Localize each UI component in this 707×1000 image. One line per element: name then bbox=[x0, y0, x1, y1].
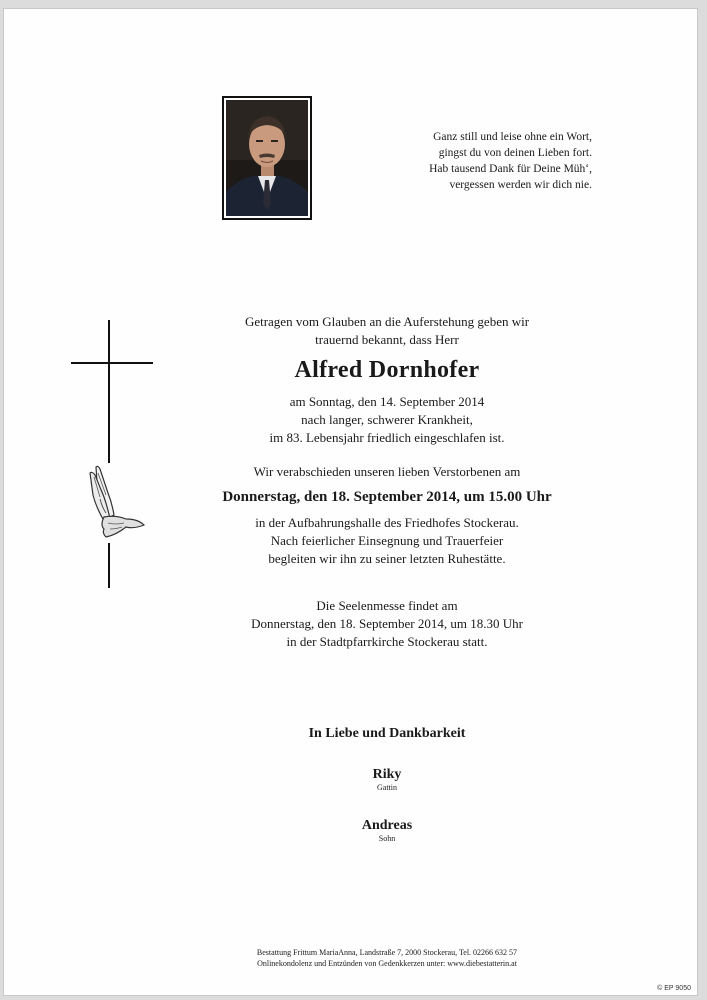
parte-notice bbox=[3, 8, 698, 996]
relative-entry bbox=[154, 766, 620, 793]
funeral-place bbox=[154, 514, 620, 568]
mass-info-line: Die Seelenmesse findet am bbox=[316, 598, 458, 613]
mass-info-line: Donnerstag, den 18. September 2014, um 18.30 Uhr bbox=[251, 616, 523, 631]
poem-line: gingst du von deinen Lieben fort. bbox=[438, 147, 592, 159]
death-info-line: nach langer, schwerer Krankheit, bbox=[301, 412, 473, 427]
print-code: © EP 9050 bbox=[657, 985, 691, 992]
footer-line: Onlinekondolenz und Entzünden von Gedenkkerzen unter: www.diebestatterin.at bbox=[257, 959, 517, 968]
closing-text: In Liebe und Dankbarkeit bbox=[308, 726, 466, 741]
relative-role: Gattin bbox=[377, 783, 397, 792]
death-info-line: am Sonntag, den 14. September 2014 bbox=[289, 394, 485, 409]
relative-role: Sohn bbox=[378, 834, 396, 843]
footer-line: Bestattung Frittum MariaAnna, Landstraße 7, 2000 Stockerau, Tel. 02266 632 57 bbox=[256, 948, 518, 957]
relative-name: Andreas bbox=[361, 818, 413, 833]
farewell-text: Wir verabschieden unseren lieben Verstorbenen am bbox=[253, 464, 521, 479]
portrait-photo-image bbox=[226, 100, 308, 216]
mass-info bbox=[154, 597, 620, 651]
mass-info-line: in der Stadtpfarrkirche Stockerau statt. bbox=[286, 634, 488, 649]
deceased-name: Alfred Dornhofer bbox=[294, 357, 480, 383]
poem bbox=[384, 129, 592, 193]
portrait-photo bbox=[222, 96, 312, 220]
funeral-place-line: Nach feierlicher Einsegnung und Trauerfeier bbox=[270, 533, 504, 548]
intro-line: trauernd bekannt, dass Herr bbox=[315, 332, 459, 347]
funeral-date: Donnerstag, den 18. September 2014, um 15.00 Uhr bbox=[222, 489, 552, 505]
footer bbox=[154, 947, 620, 969]
death-info-line: im 83. Lebensjahr friedlich eingeschlafen ist. bbox=[269, 430, 505, 445]
relative-entry bbox=[154, 817, 620, 844]
intro-text bbox=[154, 313, 620, 349]
intro-line: Getragen vom Glauben an die Auferstehung geben wir bbox=[244, 314, 530, 329]
cross-icon bbox=[108, 320, 110, 588]
funeral-place-line: in der Aufbahrungshalle des Friedhofes Stockerau. bbox=[255, 515, 519, 530]
funeral-place-line: begleiten wir ihn zu seiner letzten Ruhestätte. bbox=[268, 551, 506, 566]
poem-line: Ganz still und leise ohne ein Wort, bbox=[433, 131, 592, 143]
relative-name: Riky bbox=[372, 767, 402, 782]
death-info bbox=[154, 393, 620, 447]
cross-icon-bar bbox=[71, 362, 153, 364]
praying-hands-icon bbox=[86, 463, 148, 543]
poem-line: vergessen werden wir dich nie. bbox=[449, 179, 592, 191]
poem-line: Hab tausend Dank für Deine Müh‘, bbox=[429, 163, 592, 175]
